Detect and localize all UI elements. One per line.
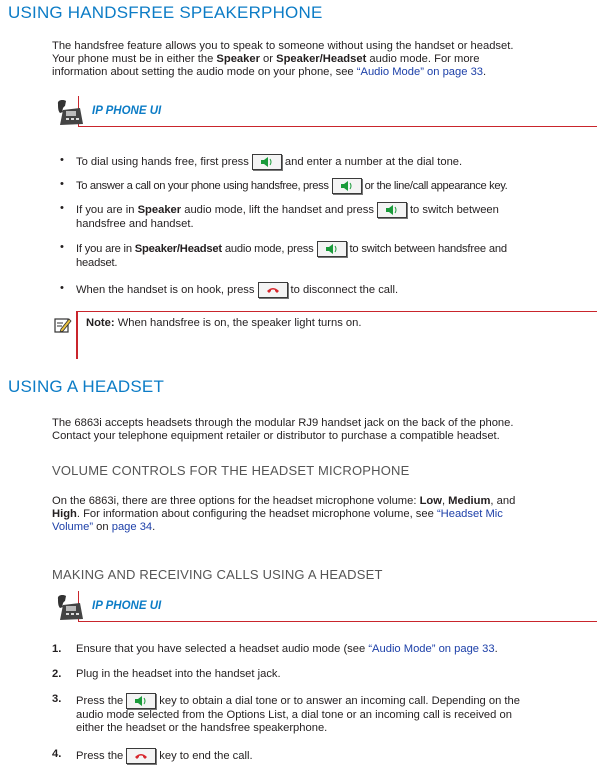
speaker-key-button (126, 693, 156, 709)
audio-mode-link-2[interactable]: “Audio Mode” on page 33 (368, 643, 495, 655)
list-item: If you are in Speaker/Headset audio mode, press to switch between handsfree and headset. (76, 242, 507, 269)
bullet: • (60, 241, 64, 253)
section-title-handsfree: USING HANDSFREE SPEAKERPHONE (8, 3, 323, 22)
step-number: 1. (52, 643, 62, 655)
list-item: Press the key to obtain a dial tone or to answer an incoming call. Depending on the audio mode selected from the Options List, a dial tone or an incoming call is received on either the headset or the handsfree speakerphone. (76, 694, 520, 734)
goodbye-key-button (258, 282, 288, 298)
list-item: Plug in the headset into the handset jack. (76, 668, 281, 680)
speaker-key-icon (260, 156, 274, 168)
goodbye-key-icon (134, 750, 148, 762)
speaker-key-button (317, 241, 347, 257)
list-item: Press the key to end the call. (76, 748, 598, 764)
speaker-key-button (332, 178, 362, 194)
ip-phone-ui-header (52, 96, 597, 130)
handsfree-intro: The handsfree feature allows you to speak to someone without using the handset or headset. Your phone must be in either the Speaker or Speaker/Headset audio mode. For more information about setting the audio mode on your phone, see “Audio Mode” on page 33. (52, 40, 514, 78)
bullet: • (60, 202, 64, 214)
step-number: 2. (52, 668, 62, 680)
goodbye-key-icon (266, 284, 280, 296)
ip-phone-icon (54, 98, 84, 126)
section-title-headset: USING A HEADSET (8, 377, 165, 396)
list-item: Ensure that you have selected a headset audio mode (see “Audio Mode” on page 33. (76, 643, 498, 655)
list-item: To dial using hands free, first press and enter a number at the dial tone. (76, 154, 598, 170)
step-number: 4. (52, 748, 62, 760)
goodbye-key-button (126, 748, 156, 764)
headset-mic-volume-link-cont[interactable]: Volume” (52, 521, 94, 533)
ip-phone-icon (54, 593, 84, 621)
speaker-key-icon (325, 243, 339, 255)
speaker-key-button (377, 202, 407, 218)
speaker-key-icon (385, 204, 399, 216)
audio-mode-link[interactable]: “Audio Mode” on page 33 (356, 66, 484, 78)
list-item: To answer a call on your phone using handsfree, press or the line/call appearance key. (76, 178, 598, 194)
note-pencil-icon (54, 316, 72, 334)
headset-intro: The 6863i accepts headsets through the modular RJ9 handset jack on the back of the phone. Contact your telephone equipment retailer or distributor to purchase a compatible headset. (52, 417, 514, 442)
list-item: If you are in Speaker audio mode, lift the handset and press to switch between handsfree and handset. (76, 203, 499, 230)
speaker-key-icon (340, 180, 354, 192)
bullet: • (60, 282, 64, 294)
subsection-title-calls: MAKING AND RECEIVING CALLS USING A HEADSET (52, 567, 383, 582)
note-text: Note: When handsfree is on, the speaker light turns on. (86, 317, 362, 329)
headset-mic-volume-link[interactable]: “Headset Mic (436, 508, 503, 520)
volume-paragraph: On the 6863i, there are three options for the headset microphone volume: Low, Medium, and High. For information about configuring the headset microphone volume, see “Headset Mic Volume” on page 34. (52, 495, 516, 533)
ip-phone-ui-label: IP PHONE UI (92, 600, 162, 612)
ip-phone-ui-header-2 (52, 591, 597, 625)
bullet: • (60, 178, 64, 190)
speaker-key-button (252, 154, 282, 170)
subsection-title-volume: VOLUME CONTROLS FOR THE HEADSET MICROPHONE (52, 463, 410, 478)
list-item: When the handset is on hook, press to disconnect the call. (76, 282, 598, 298)
step-number: 3. (52, 693, 62, 705)
note-box (52, 311, 597, 361)
speaker-key-icon (134, 695, 148, 707)
bullet: • (60, 154, 64, 166)
page-34-link[interactable]: page 34 (111, 521, 153, 533)
ip-phone-ui-label: IP PHONE UI (92, 105, 162, 117)
